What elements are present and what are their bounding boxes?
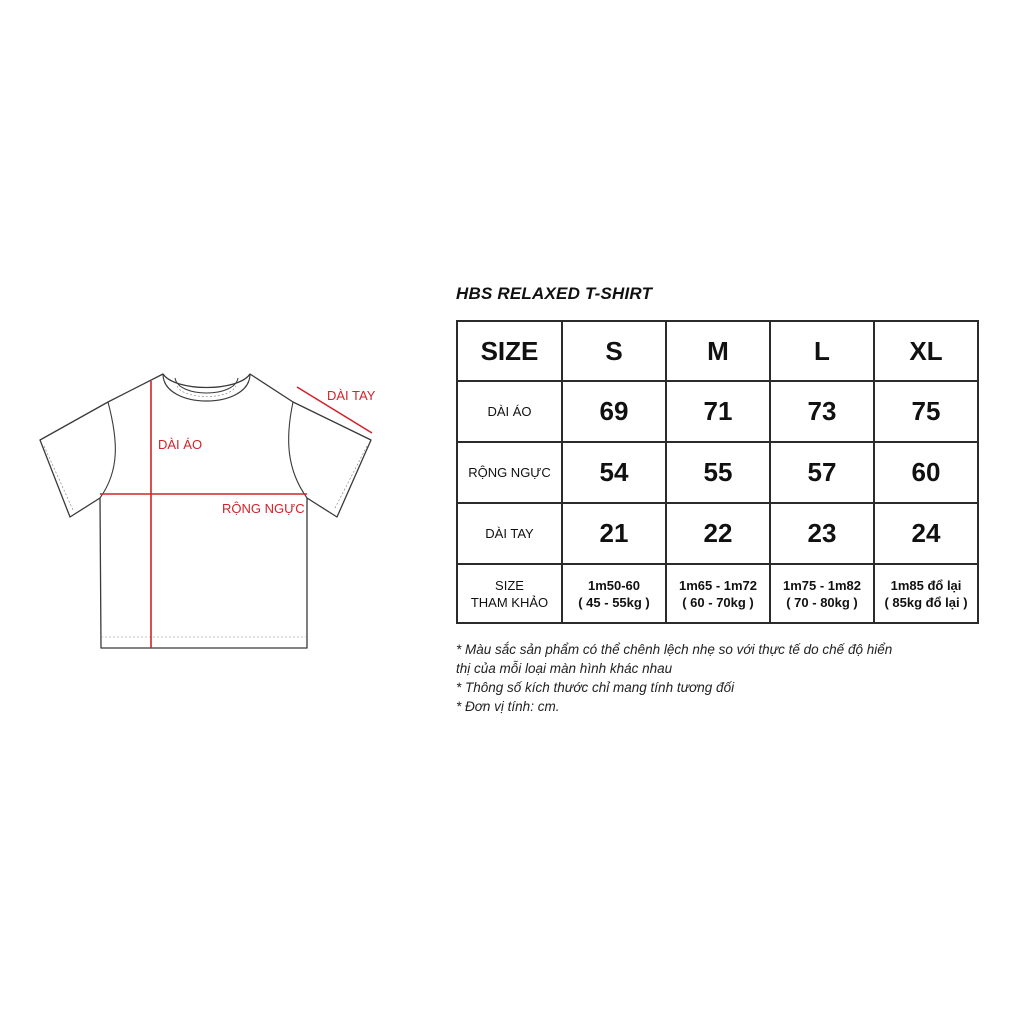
product-title: HBS RELAXED T-SHIRT	[456, 284, 653, 303]
row-label: DÀI TAY	[485, 525, 534, 541]
note-line: * Đơn vị tính: cm.	[456, 699, 560, 714]
table-header-row	[457, 321, 978, 381]
table-row	[457, 503, 978, 564]
row-label: RỘNG NGỰC	[468, 464, 551, 480]
reference-weight: ( 45 - 55kg )	[578, 594, 650, 610]
tshirt-outline	[40, 374, 371, 648]
table-cell: 73	[807, 396, 837, 426]
header-xl: XL	[909, 335, 943, 366]
table-cell: 54	[599, 457, 629, 487]
reference-height: 1m75 - 1m82	[782, 577, 862, 593]
reference-label-line2: THAM KHẢO	[470, 594, 549, 610]
header-m: M	[707, 335, 729, 366]
table-cell: 69	[599, 396, 629, 426]
reference-weight: ( 85kg đổ lại )	[884, 594, 968, 610]
note-line: * Màu sắc sản phẩm có thể chênh lệch nhẹ so với thực tế do chế độ hiển	[456, 642, 893, 657]
table-cell: 57	[807, 457, 837, 487]
notes	[456, 640, 976, 716]
length-label: DÀI ÁO	[158, 437, 203, 452]
reference-label-line1: SIZE	[495, 577, 524, 593]
table-row	[457, 442, 978, 503]
header-s: S	[605, 335, 623, 366]
reference-weight: ( 70 - 80kg )	[786, 594, 858, 610]
reference-row	[457, 564, 978, 623]
sleeve-label: DÀI TAY	[327, 388, 376, 403]
header-size: SIZE	[480, 335, 539, 366]
table-cell: 23	[807, 518, 837, 548]
size-table	[456, 320, 979, 624]
table-cell: 60	[911, 457, 941, 487]
table-cell: 22	[703, 518, 733, 548]
reference-weight: ( 60 - 70kg )	[682, 594, 754, 610]
reference-height: 1m65 - 1m72	[678, 577, 758, 593]
reference-height: 1m50-60	[587, 577, 641, 593]
table-cell: 71	[703, 396, 733, 426]
chest-label: RỘNG NGỰC	[222, 501, 305, 516]
note-line: thị của mỗi loại màn hình khác nhau	[456, 661, 673, 676]
table-cell: 24	[911, 518, 941, 548]
table-cell: 21	[599, 518, 629, 548]
table-cell: 55	[703, 457, 733, 487]
table-row	[457, 381, 978, 442]
header-l: L	[814, 335, 830, 366]
table-cell: 75	[911, 396, 941, 426]
reference-height: 1m85 đổ lại	[890, 577, 962, 593]
row-label: DÀI ÁO	[487, 403, 532, 419]
note-line: * Thông số kích thước chỉ mang tính tương đối	[456, 680, 735, 695]
